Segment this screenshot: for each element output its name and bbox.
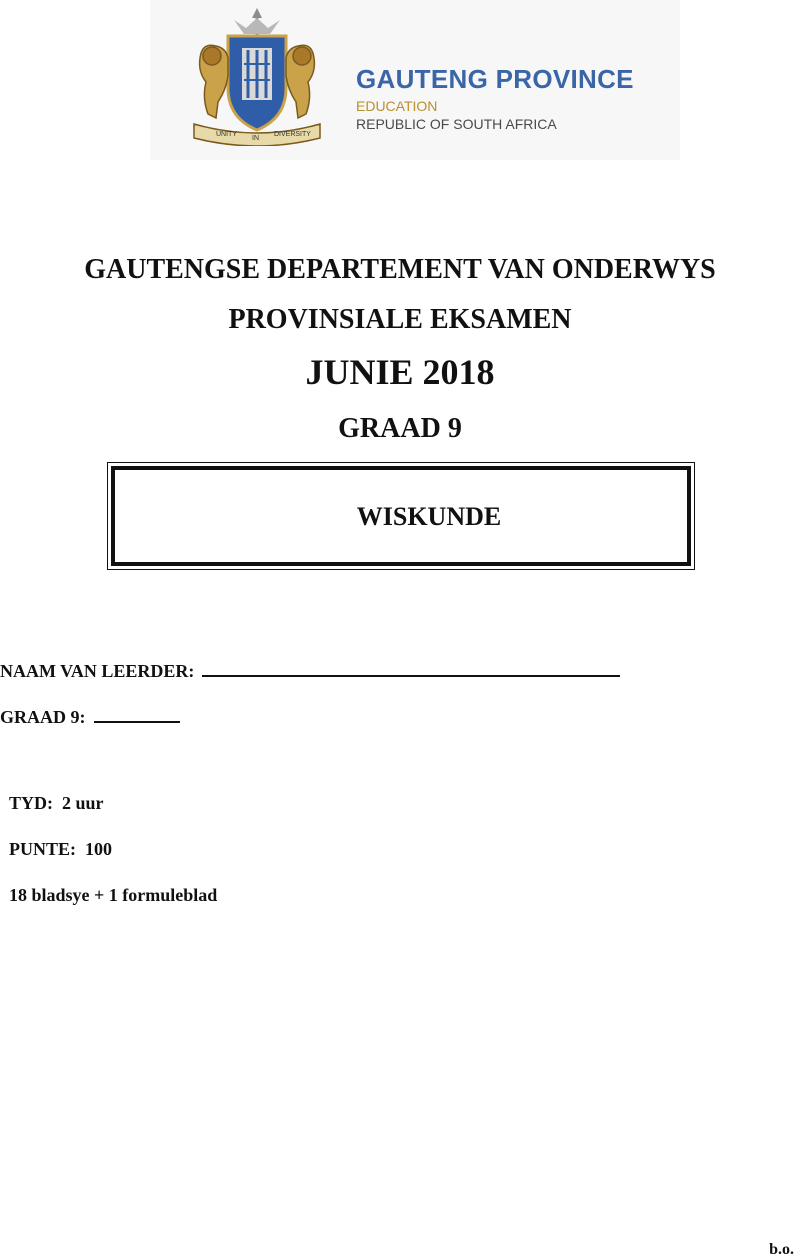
motto-word-2: IN <box>252 135 259 142</box>
coat-of-arms-icon <box>172 6 342 146</box>
subject-box-inner <box>111 466 691 566</box>
logo-wordmark <box>356 64 634 132</box>
learner-name-line[interactable] <box>202 659 620 677</box>
learner-name-field <box>0 659 620 682</box>
subject-title: WISKUNDE <box>356 502 502 531</box>
exam-time: TYD: 2 uur <box>9 793 104 813</box>
logo-province: GAUTENG PROVINCE <box>356 64 634 94</box>
subject-box <box>107 462 695 570</box>
grade-heading: GRAAD 9 <box>338 413 462 444</box>
learner-grade-line[interactable] <box>94 705 180 723</box>
exam-heading: PROVINSIALE EKSAMEN <box>228 304 572 335</box>
exam-marks: PUNTE: 100 <box>9 839 112 859</box>
department-heading: GAUTENGSE DEPARTEMENT VAN ONDERWYS <box>84 254 716 285</box>
gauteng-logo <box>150 0 680 160</box>
page-turn-note: b.o. <box>769 1241 794 1258</box>
logo-department: EDUCATION <box>356 98 438 114</box>
motto-word-1: UNITY <box>216 131 237 138</box>
exam-pages: 18 bladsye + 1 formuleblad <box>9 885 218 905</box>
learner-grade-field <box>0 705 180 728</box>
learner-grade-label: GRAAD 9: <box>0 707 86 727</box>
exam-date: JUNIE 2018 <box>305 352 495 392</box>
learner-name-label: NAAM VAN LEERDER: <box>0 661 195 681</box>
logo-republic: REPUBLIC OF SOUTH AFRICA <box>356 116 557 132</box>
motto-word-3: DIVERSITY <box>274 131 311 138</box>
